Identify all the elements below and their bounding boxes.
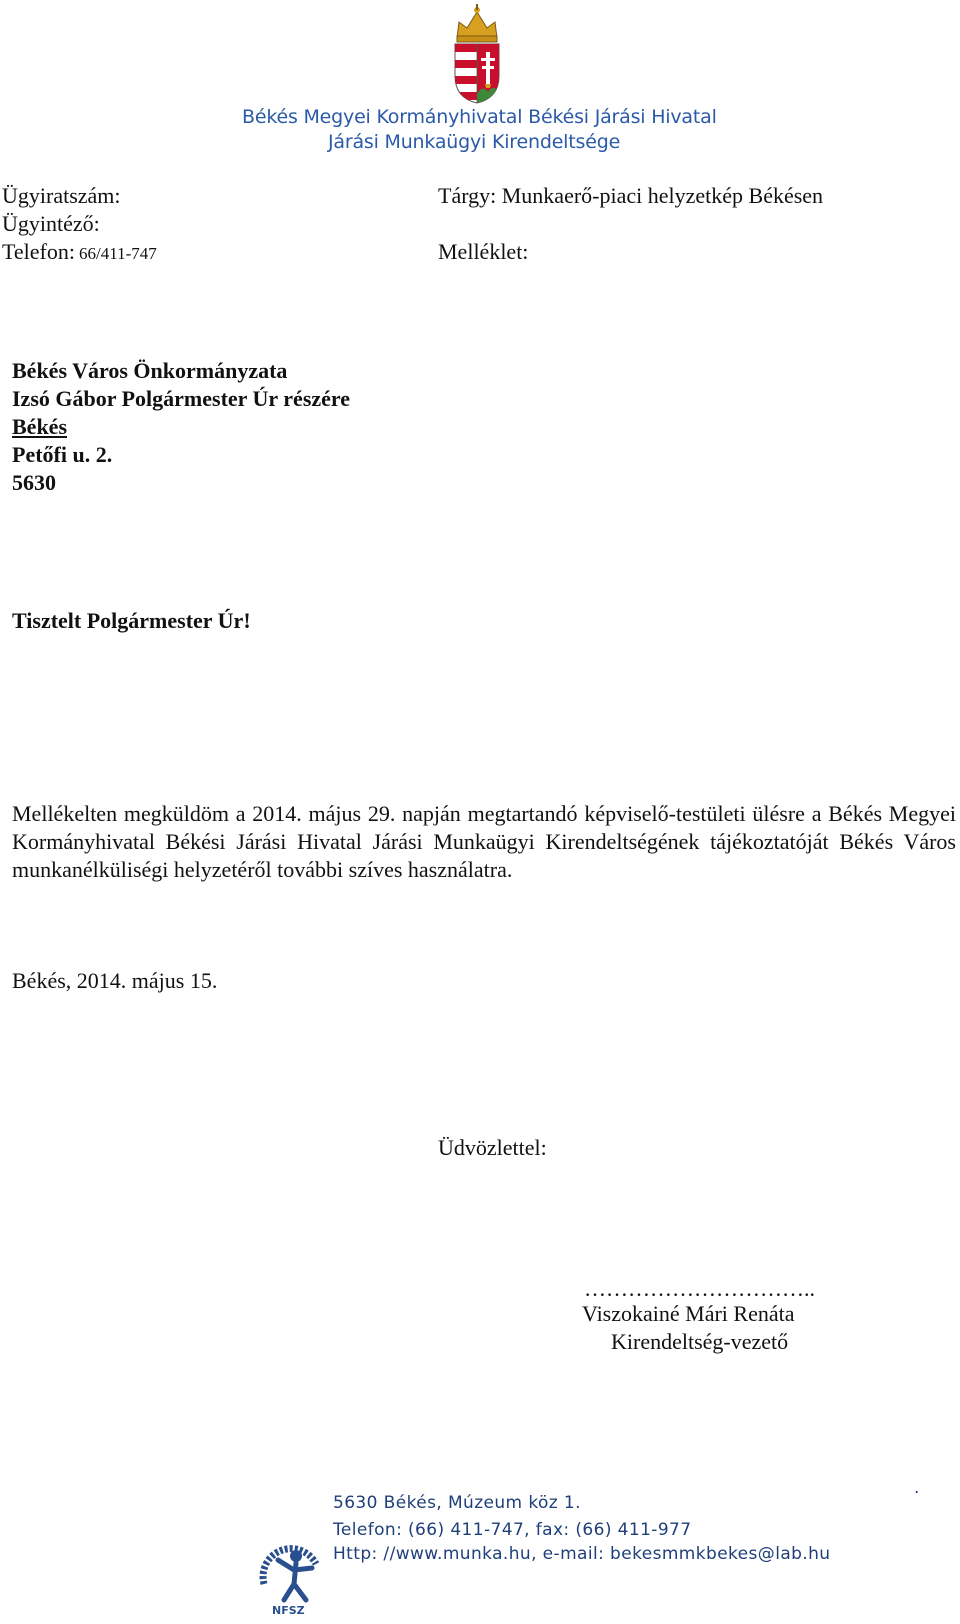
- coat-of-arms-icon: [451, 4, 503, 104]
- subject-line: Tárgy: Munkaerő-piaci helyzetkép Békésen: [438, 183, 824, 208]
- phone-value: 66/411-747: [78, 244, 157, 263]
- phone-line: [2, 239, 157, 265]
- nfsz-logo-text: NFSZ: [272, 1604, 305, 1617]
- address-line-3: Békés: [12, 414, 67, 439]
- org-name-line1: Békés Megyei Kormányhivatal Békési Járási Hivatal: [242, 106, 717, 128]
- signature-title: Kirendeltség-vezető: [611, 1329, 789, 1354]
- address-line-5: 5630: [12, 470, 56, 495]
- closing: Üdvözlettel:: [438, 1135, 547, 1160]
- body-paragraph: Mellékelten megküldöm a 2014. május 29. napján megtartandó képviselő-testületi ülésre a Békés Megyei Kormányhivatal Békési Járási Hivatal Járási Munkaügyi Kirendeltségének tájékoztatóját Békés Város munkanélküliségi helyzetéről további szíves használatra.: [12, 801, 956, 882]
- footer-dot: .: [914, 1478, 920, 1498]
- address-line-4: Petőfi u. 2.: [12, 442, 113, 467]
- signature-dots: …………………………..: [584, 1276, 815, 1301]
- place-date: Békés, 2014. május 15.: [12, 968, 218, 993]
- footer-phone: Telefon: (66) 411-747, fax: (66) 411-977: [333, 1520, 692, 1540]
- org-name-line2: Járási Munkaügyi Kirendeltsége: [328, 131, 621, 153]
- nfsz-logo-icon: [256, 1538, 326, 1618]
- address-line-2: Izsó Gábor Polgármester Úr részére: [12, 386, 351, 411]
- signature-name: Viszokainé Mári Renáta: [582, 1301, 795, 1326]
- salutation: Tisztelt Polgármester Úr!: [12, 608, 251, 633]
- address-line-1: Békés Város Önkormányzata: [12, 358, 288, 383]
- case-number-label: Ügyiratszám:: [2, 183, 121, 208]
- case-officer-label: Ügyintéző:: [2, 211, 100, 236]
- footer-address: 5630 Békés, Múzeum köz 1.: [333, 1493, 581, 1513]
- phone-label: Telefon:: [2, 239, 75, 264]
- footer-web: Http: //www.munka.hu, e-mail: bekesmmkbekes@lab.hu: [333, 1544, 831, 1564]
- attachment-label: Melléklet:: [438, 239, 529, 264]
